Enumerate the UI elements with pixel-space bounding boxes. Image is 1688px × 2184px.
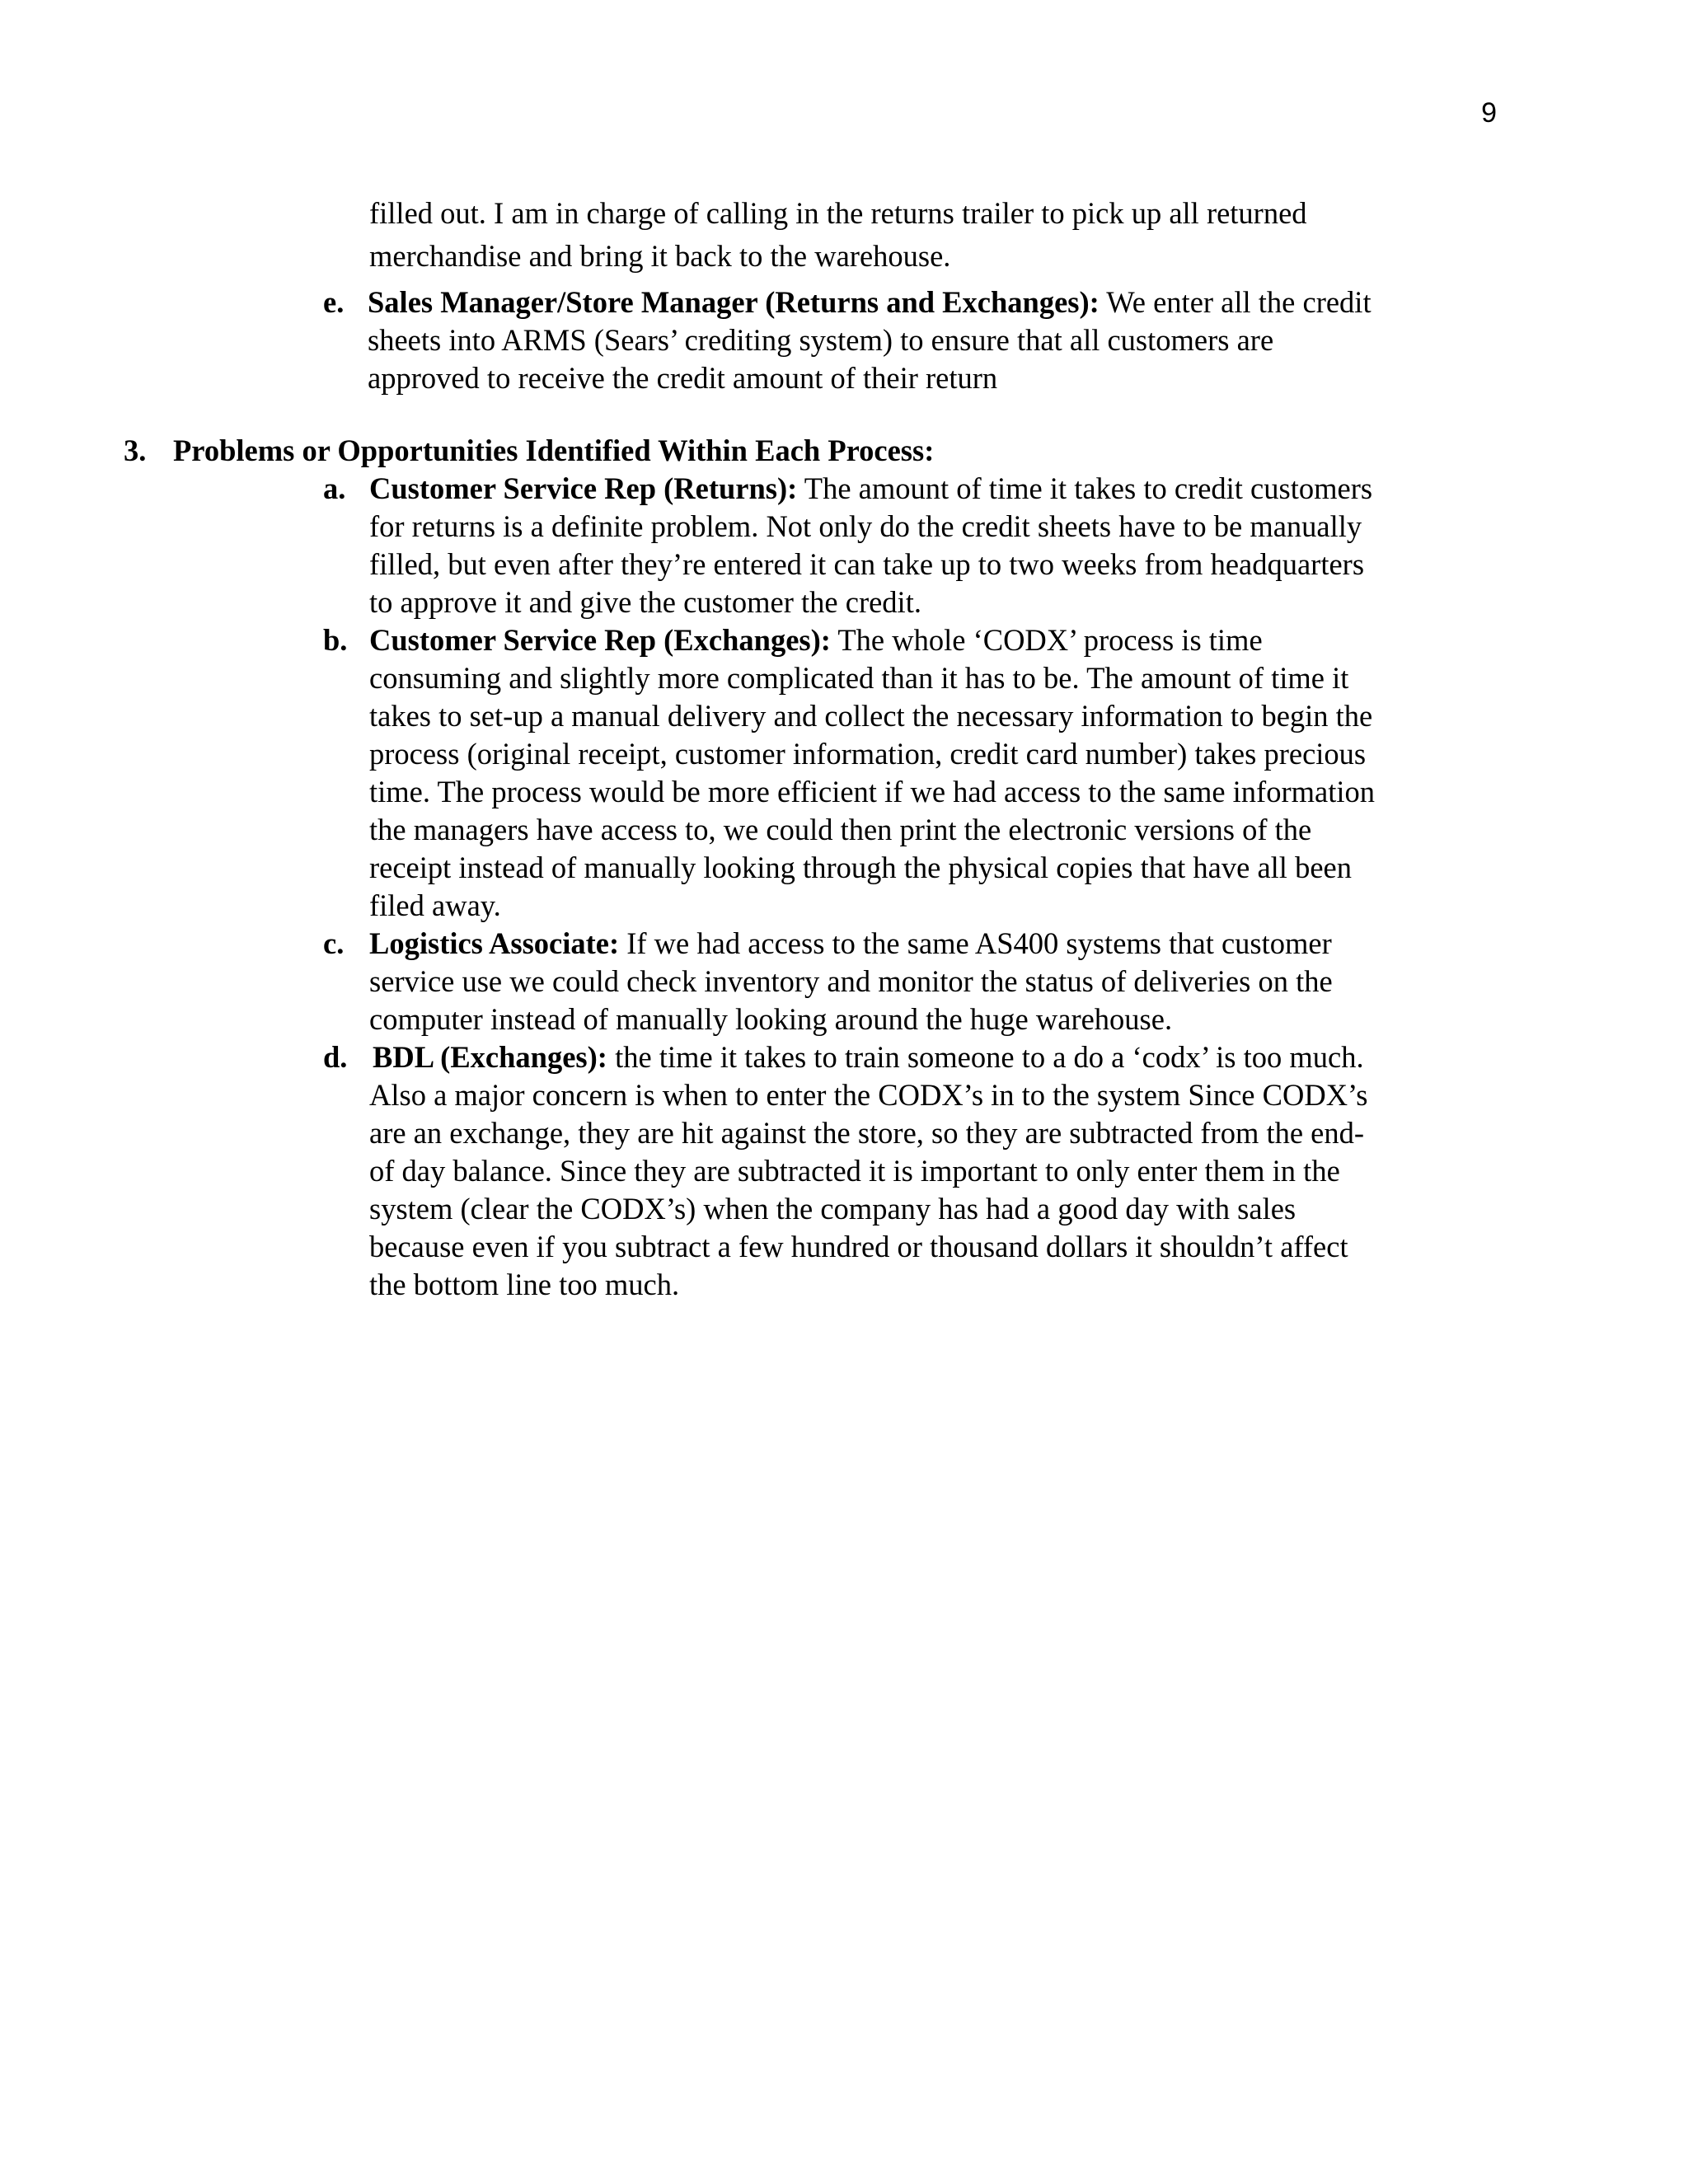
list-item-line: Also a major concern is when to enter the CODX’s in to the system Since CODX’s bbox=[369, 1078, 1368, 1112]
list-item-line: for returns is a definite problem. Not only do the credit sheets have to be manually bbox=[369, 509, 1362, 543]
list-item-line: approved to receive the credit amount of their return bbox=[368, 361, 998, 395]
list-item-first-line bbox=[369, 621, 1498, 659]
list-item-body bbox=[369, 925, 1498, 1038]
list-item-line: process (original receipt, customer information, credit card number) takes precious bbox=[369, 737, 1367, 771]
list-item-text: The amount of time it takes to credit customers bbox=[797, 471, 1373, 505]
list-item-line: filled, but even after they’re entered it can take up to two weeks from headquarters bbox=[369, 547, 1365, 581]
list-item-line: time. The process would be more efficient if we had access to the same information bbox=[369, 775, 1375, 808]
list-item-title: Logistics Associate: bbox=[369, 926, 620, 960]
list-item-line: service use we could check inventory and monitor the status of deliveries on the bbox=[369, 964, 1333, 998]
page-number: 9 bbox=[1481, 97, 1497, 129]
continuation-line: filled out. I am in charge of calling in the returns trailer to pick up all returned bbox=[369, 196, 1307, 230]
list-item-line: because even if you subtract a few hundred or thousand dollars it shouldn’t affect bbox=[369, 1230, 1348, 1263]
list-marker: b. bbox=[323, 623, 348, 657]
list-item-title: Customer Service Rep (Exchanges): bbox=[369, 623, 831, 657]
list-item-first-line bbox=[368, 284, 1497, 321]
list-item-text: the time it takes to train someone to a do a ‘codx’ is too much. bbox=[607, 1040, 1364, 1074]
list-item-line: of day balance. Since they are subtracted it is important to only enter them in the bbox=[369, 1154, 1340, 1188]
list-item-line: sheets into ARMS (Sears’ crediting system) to ensure that all customers are bbox=[368, 323, 1274, 357]
list-item-line: the managers have access to, we could then print the electronic versions of the bbox=[369, 813, 1312, 846]
list-item-line: filed away. bbox=[369, 888, 501, 922]
list-item-text: The whole ‘CODX’ process is time bbox=[830, 623, 1263, 657]
list-item-title: BDL (Exchanges): bbox=[373, 1040, 607, 1074]
continuation-paragraph bbox=[369, 194, 1498, 275]
list-marker: c. bbox=[323, 926, 345, 960]
list-item-body bbox=[369, 470, 1498, 621]
section-heading: Problems or Opportunities Identified Within Each Process: bbox=[173, 434, 935, 467]
list-item-line: system (clear the CODX’s) when the company has had a good day with sales bbox=[369, 1192, 1296, 1226]
list-item-body bbox=[369, 1038, 1498, 1304]
list-marker: d. bbox=[323, 1040, 348, 1074]
section-number: 3. bbox=[124, 434, 147, 467]
list-item-line: receipt instead of manually looking through the physical copies that have all been bbox=[369, 851, 1352, 884]
list-item-body bbox=[368, 284, 1497, 397]
list-item-line: computer instead of manually looking around the huge warehouse. bbox=[369, 1002, 1173, 1036]
list-item-text: We enter all the credit bbox=[1099, 285, 1372, 319]
list-item-title: Customer Service Rep (Returns): bbox=[369, 471, 798, 505]
list-marker: e. bbox=[323, 285, 345, 319]
list-item-line: takes to set-up a manual delivery and collect the necessary information to begin the bbox=[369, 699, 1373, 733]
list-item-first-line bbox=[369, 470, 1498, 508]
list-item-line: consuming and slightly more complicated than it has to be. The amount of time it bbox=[369, 661, 1349, 695]
list-item-text: If we had access to the same AS400 systems that customer bbox=[619, 926, 1332, 960]
list-item-line: the bottom line too much. bbox=[369, 1268, 680, 1301]
list-marker: a. bbox=[323, 471, 346, 505]
list-item-line: to approve it and give the customer the credit. bbox=[369, 585, 921, 619]
list-item-title: Sales Manager/Store Manager (Returns and Exchanges): bbox=[368, 285, 1100, 319]
list-item-first-line bbox=[369, 925, 1498, 963]
list-item-body bbox=[369, 621, 1498, 925]
continuation-line: merchandise and bring it back to the warehouse. bbox=[369, 239, 951, 273]
list-item-line: are an exchange, they are hit against the store, so they are subtracted from the end- bbox=[369, 1116, 1365, 1150]
list-item-first-line bbox=[369, 1038, 1498, 1076]
